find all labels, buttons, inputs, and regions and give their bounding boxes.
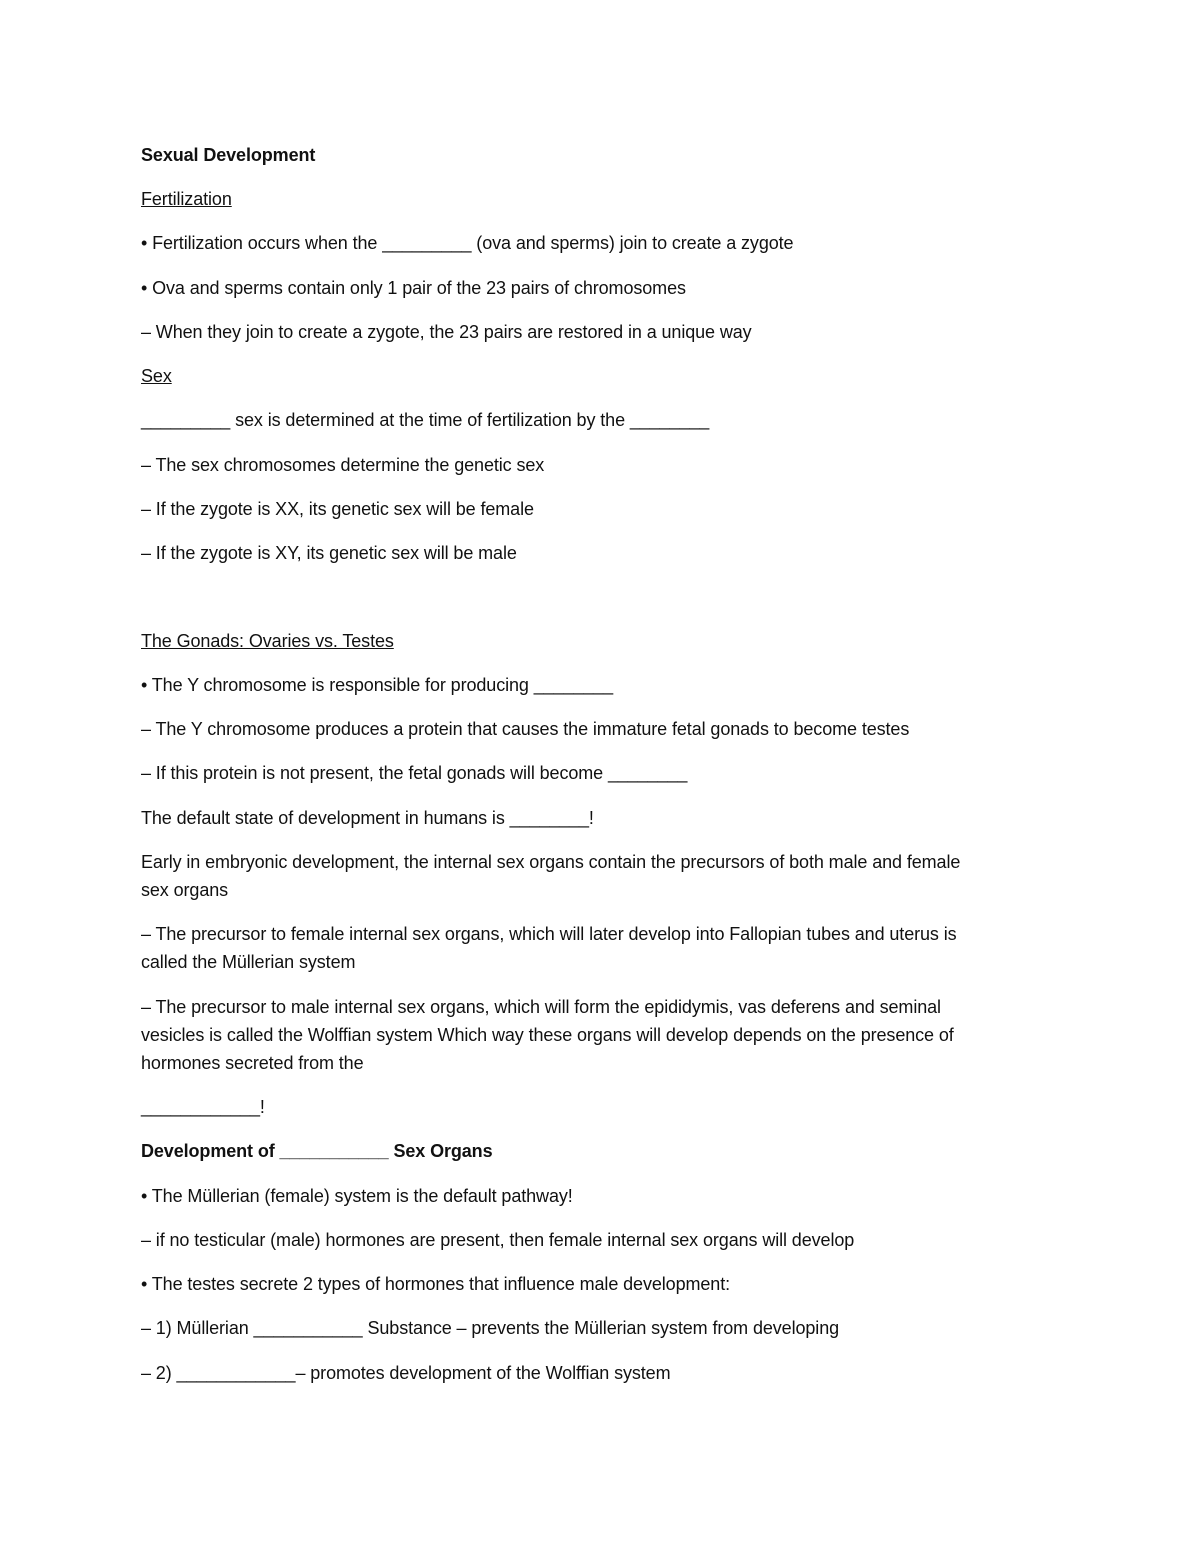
gonads-line-3: – If this protein is not present, the fetal gonads will become ________ (141, 763, 688, 783)
heading-gonads: The Gonads: Ovaries vs. Testes (141, 631, 394, 651)
heading-sex: Sex (141, 366, 172, 386)
gonads-line-5: Early in embryonic development, the internal sex organs contain the precursors of both male and female (141, 852, 961, 872)
sex-line-1: _________ sex is determined at the time of fertilization by the ________ (141, 410, 710, 430)
development-line-1: • The Müllerian (female) system is the default pathway! (141, 1186, 573, 1206)
fertilization-line-1: • Fertilization occurs when the _________ (ova and sperms) join to create a zygote (141, 233, 794, 253)
gonads-line-1: • The Y chromosome is responsible for producing ________ (141, 675, 613, 695)
gonads-line-6: sex organs (141, 880, 229, 900)
fertilization-line-2: • Ova and sperms contain only 1 pair of the 23 pairs of chromosomes (141, 278, 686, 298)
gonads-line-8: called the Müllerian system (141, 952, 356, 972)
development-line-2: – if no testicular (male) hormones are present, then female internal sex organs will develop (141, 1230, 855, 1250)
gonads-line-2: – The Y chromosome produces a protein that causes the immature fetal gonads to become testes (141, 719, 910, 739)
document-title: Sexual Development (141, 145, 316, 165)
heading-fertilization: Fertilization (141, 189, 232, 209)
sex-line-2: – The sex chromosomes determine the genetic sex (141, 455, 545, 475)
heading-development: Development of ___________ Sex Organs (141, 1141, 493, 1161)
development-line-4: – 1) Müllerian ___________ Substance – prevents the Müllerian system from developing (141, 1318, 840, 1338)
gonads-line-11: hormones secreted from the (141, 1053, 364, 1073)
sex-line-4: – If the zygote is XY, its genetic sex will be male (141, 543, 517, 563)
gonads-line-10: vesicles is called the Wolffian system Which way these organs will develop depends on the presence of (141, 1025, 954, 1045)
gonads-line-9: – The precursor to male internal sex organs, which will form the epididymis, vas deferens and seminal (141, 997, 941, 1017)
sex-line-3: – If the zygote is XX, its genetic sex will be female (141, 499, 534, 519)
gonads-line-7: – The precursor to female internal sex organs, which will later develop into Fallopian tubes and uterus is (141, 924, 957, 944)
fertilization-line-3: – When they join to create a zygote, the 23 pairs are restored in a unique way (141, 322, 752, 342)
gonads-line-12: ____________! (141, 1097, 265, 1117)
gonads-line-4: The default state of development in humans is ________! (141, 808, 594, 828)
development-line-3: • The testes secrete 2 types of hormones that influence male development: (141, 1274, 731, 1294)
development-line-5: – 2) ____________– promotes development of the Wolffian system (141, 1363, 671, 1383)
